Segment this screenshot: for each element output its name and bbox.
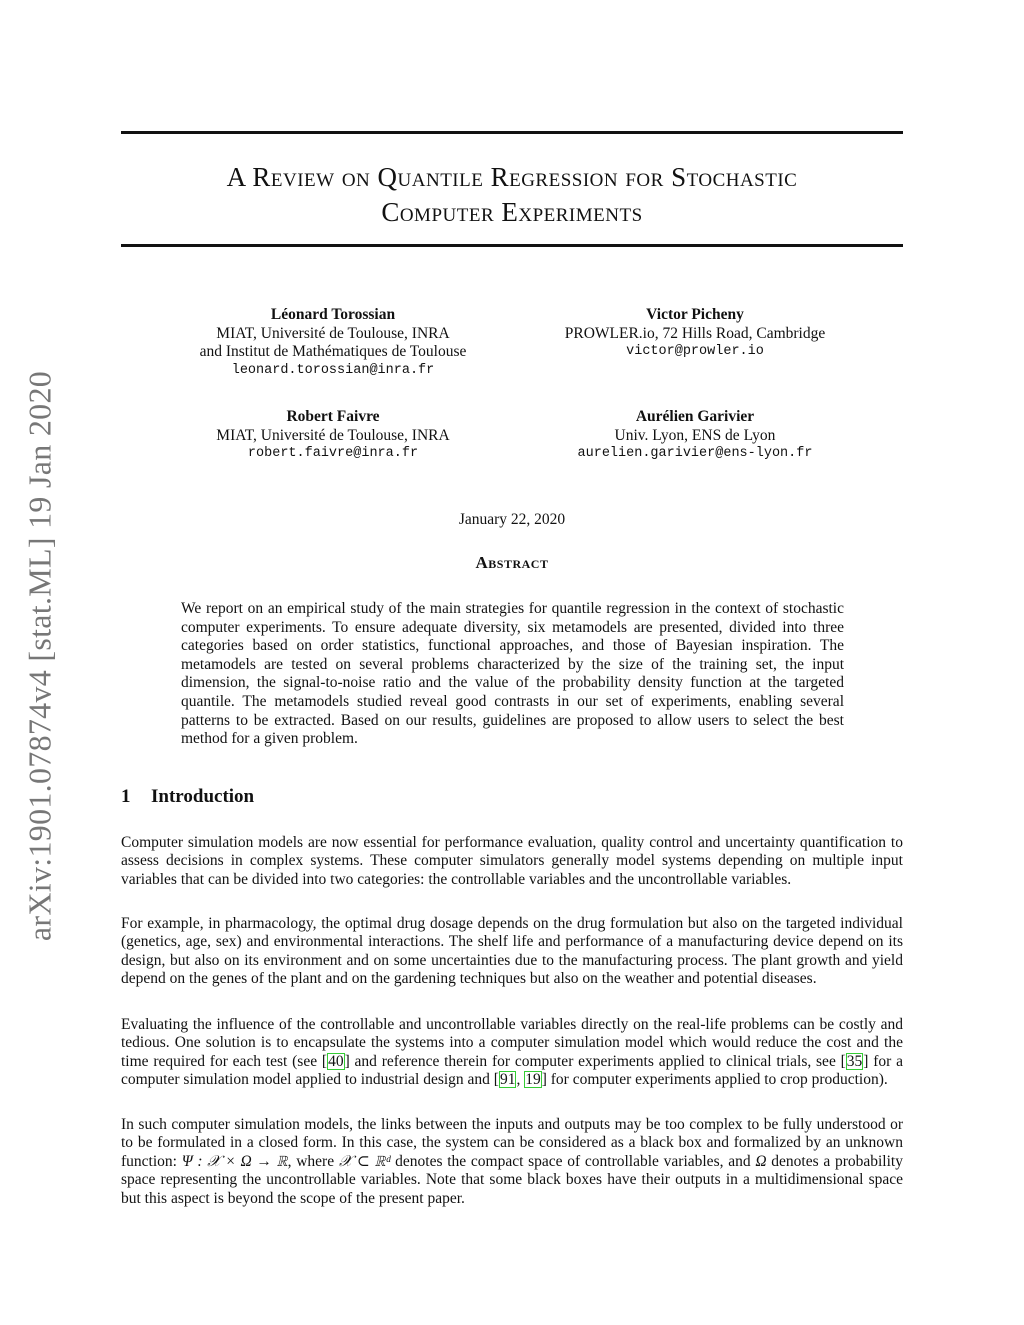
author-affiliation: Univ. Lyon, ENS de Lyon	[614, 426, 776, 444]
paragraph-3	[121, 1016, 903, 1090]
author-affiliation-2: and Institut de Mathématiques de Toulouse	[199, 343, 467, 360]
author-affiliation: MIAT, Université de Toulouse, INRA	[216, 324, 450, 342]
citation-link[interactable]: 19	[525, 1071, 541, 1089]
text-run: Evaluating the influence of the controllable and uncontrollable variables directly on the real-life problems can be costly and tedious. One solution is to encapsulate the systems into a computer simulation model which would reduce the cost and the time required for each test (see [	[121, 1016, 903, 1070]
citation-link[interactable]: 40	[328, 1052, 344, 1070]
text-run: In such computer simulation models, the links between the inputs and outputs may be too complex to be fully understood or to be formulated in a closed form. In this case, the system can be considered as a black box and formalized by an unknown function:	[121, 1116, 903, 1170]
text-run: denotes the compact space of controllable variables, and	[390, 1152, 756, 1170]
text-run: ,	[516, 1071, 525, 1089]
paragraph-1: Computer simulation models are now essential for performance evaluation, quality control and uncertainty quantification to assess decisions in complex systems. These computer simulators generally model systems depending on multiple input variables that can be divided into two categories: the controllable variables and the uncontrollable variables.	[121, 834, 903, 888]
math-expression: Ψ : 𝒳 × Ω → ℝ	[181, 1152, 288, 1170]
text-run: denotes a probability space representing the uncontrollable variables. Note that some black boxes have their outputs in a multidimensional space but this aspect is beyond the scope of the present paper.	[121, 1152, 903, 1207]
author-name: Victor Picheny	[646, 306, 744, 323]
abstract-text: We report on an empirical study of the main strategies for quantile regression in the context of stochastic computer experiments. To ensure adequate diversity, six metamodels are presented, divided into three categories based on order statistics, functional approaches, and those of Bayesian inspiration. The metamodels are tested on several problems characterized by the size of the training set, the input dimension, the signal-to-noise ratio and the value of the probability density function at the targeted quantile. The metamodels studied reveal good contrasts in our set of experiments, enabling several patterns to be extracted. Based on our results, guidelines are proposed to allow users to select the best method for a given problem.	[181, 600, 844, 748]
citation-link[interactable]: 91	[499, 1071, 516, 1089]
author-name: Robert Faivre	[286, 408, 380, 425]
math-expression: 𝒳 ⊂ ℝᵈ	[338, 1152, 391, 1170]
title-line-1: A Review on Quantile Regression for Stochastic	[226, 162, 798, 192]
author-block-garivier	[525, 408, 865, 464]
author-affiliation: MIAT, Université de Toulouse, INRA	[216, 426, 450, 444]
title-rule-bottom	[121, 244, 903, 247]
author-name: Aurélien Garivier	[635, 408, 755, 425]
author-block-torossian	[163, 306, 503, 380]
author-email[interactable]: aurelien.garivier@ens-lyon.fr	[577, 446, 813, 461]
author-block-faivre	[163, 408, 503, 464]
author-email[interactable]: robert.faivre@inra.fr	[247, 446, 419, 461]
section-heading-introduction	[121, 786, 254, 808]
title-rule-top	[121, 131, 903, 134]
arxiv-stamp-text: arXiv:1901.07874v4 [stat.ML] 19 Jan 2020	[21, 370, 58, 942]
citation-link[interactable]: 35	[846, 1052, 863, 1070]
text-run: ] and reference therein for computer experiments applied to clinical trials, see [	[344, 1052, 846, 1070]
author-email[interactable]: victor@prowler.io	[626, 344, 764, 359]
author-block-picheny	[525, 306, 865, 362]
author-affiliation: PROWLER.io, 72 Hills Road, Cambridge	[564, 324, 826, 342]
text-run: ] for computer experiments applied to crop production).	[541, 1071, 888, 1089]
section-number: 1	[121, 786, 131, 807]
title-line-2: Computer Experiments	[381, 197, 643, 227]
paper-date: January 22, 2020	[458, 511, 566, 528]
paper-title	[121, 160, 903, 230]
section-title: Introduction	[151, 786, 255, 807]
paragraph-4	[121, 1116, 903, 1208]
author-email[interactable]: leonard.torossian@inra.fr	[231, 362, 435, 378]
text-run: ] for a computer simulation model applied to industrial design and [	[121, 1052, 903, 1089]
author-name: Léonard Torossian	[270, 306, 396, 323]
math-expression: Ω	[755, 1152, 767, 1170]
text-run: , where	[287, 1152, 339, 1170]
abstract-heading: Abstract	[475, 553, 549, 572]
paragraph-2: For example, in pharmacology, the optimal drug dosage depends on the drug formulation but also on the targeted individual (genetics, age, sex) and environmental interactions. The shelf life and performance of a manufacturing device depend on its design, but also on its environment and on some uncertainties due to the manufacturing process. The plant growth and yield depend on the genes of the plant and on the gardening techniques but also on the weather and potential diseases.	[121, 915, 903, 988]
